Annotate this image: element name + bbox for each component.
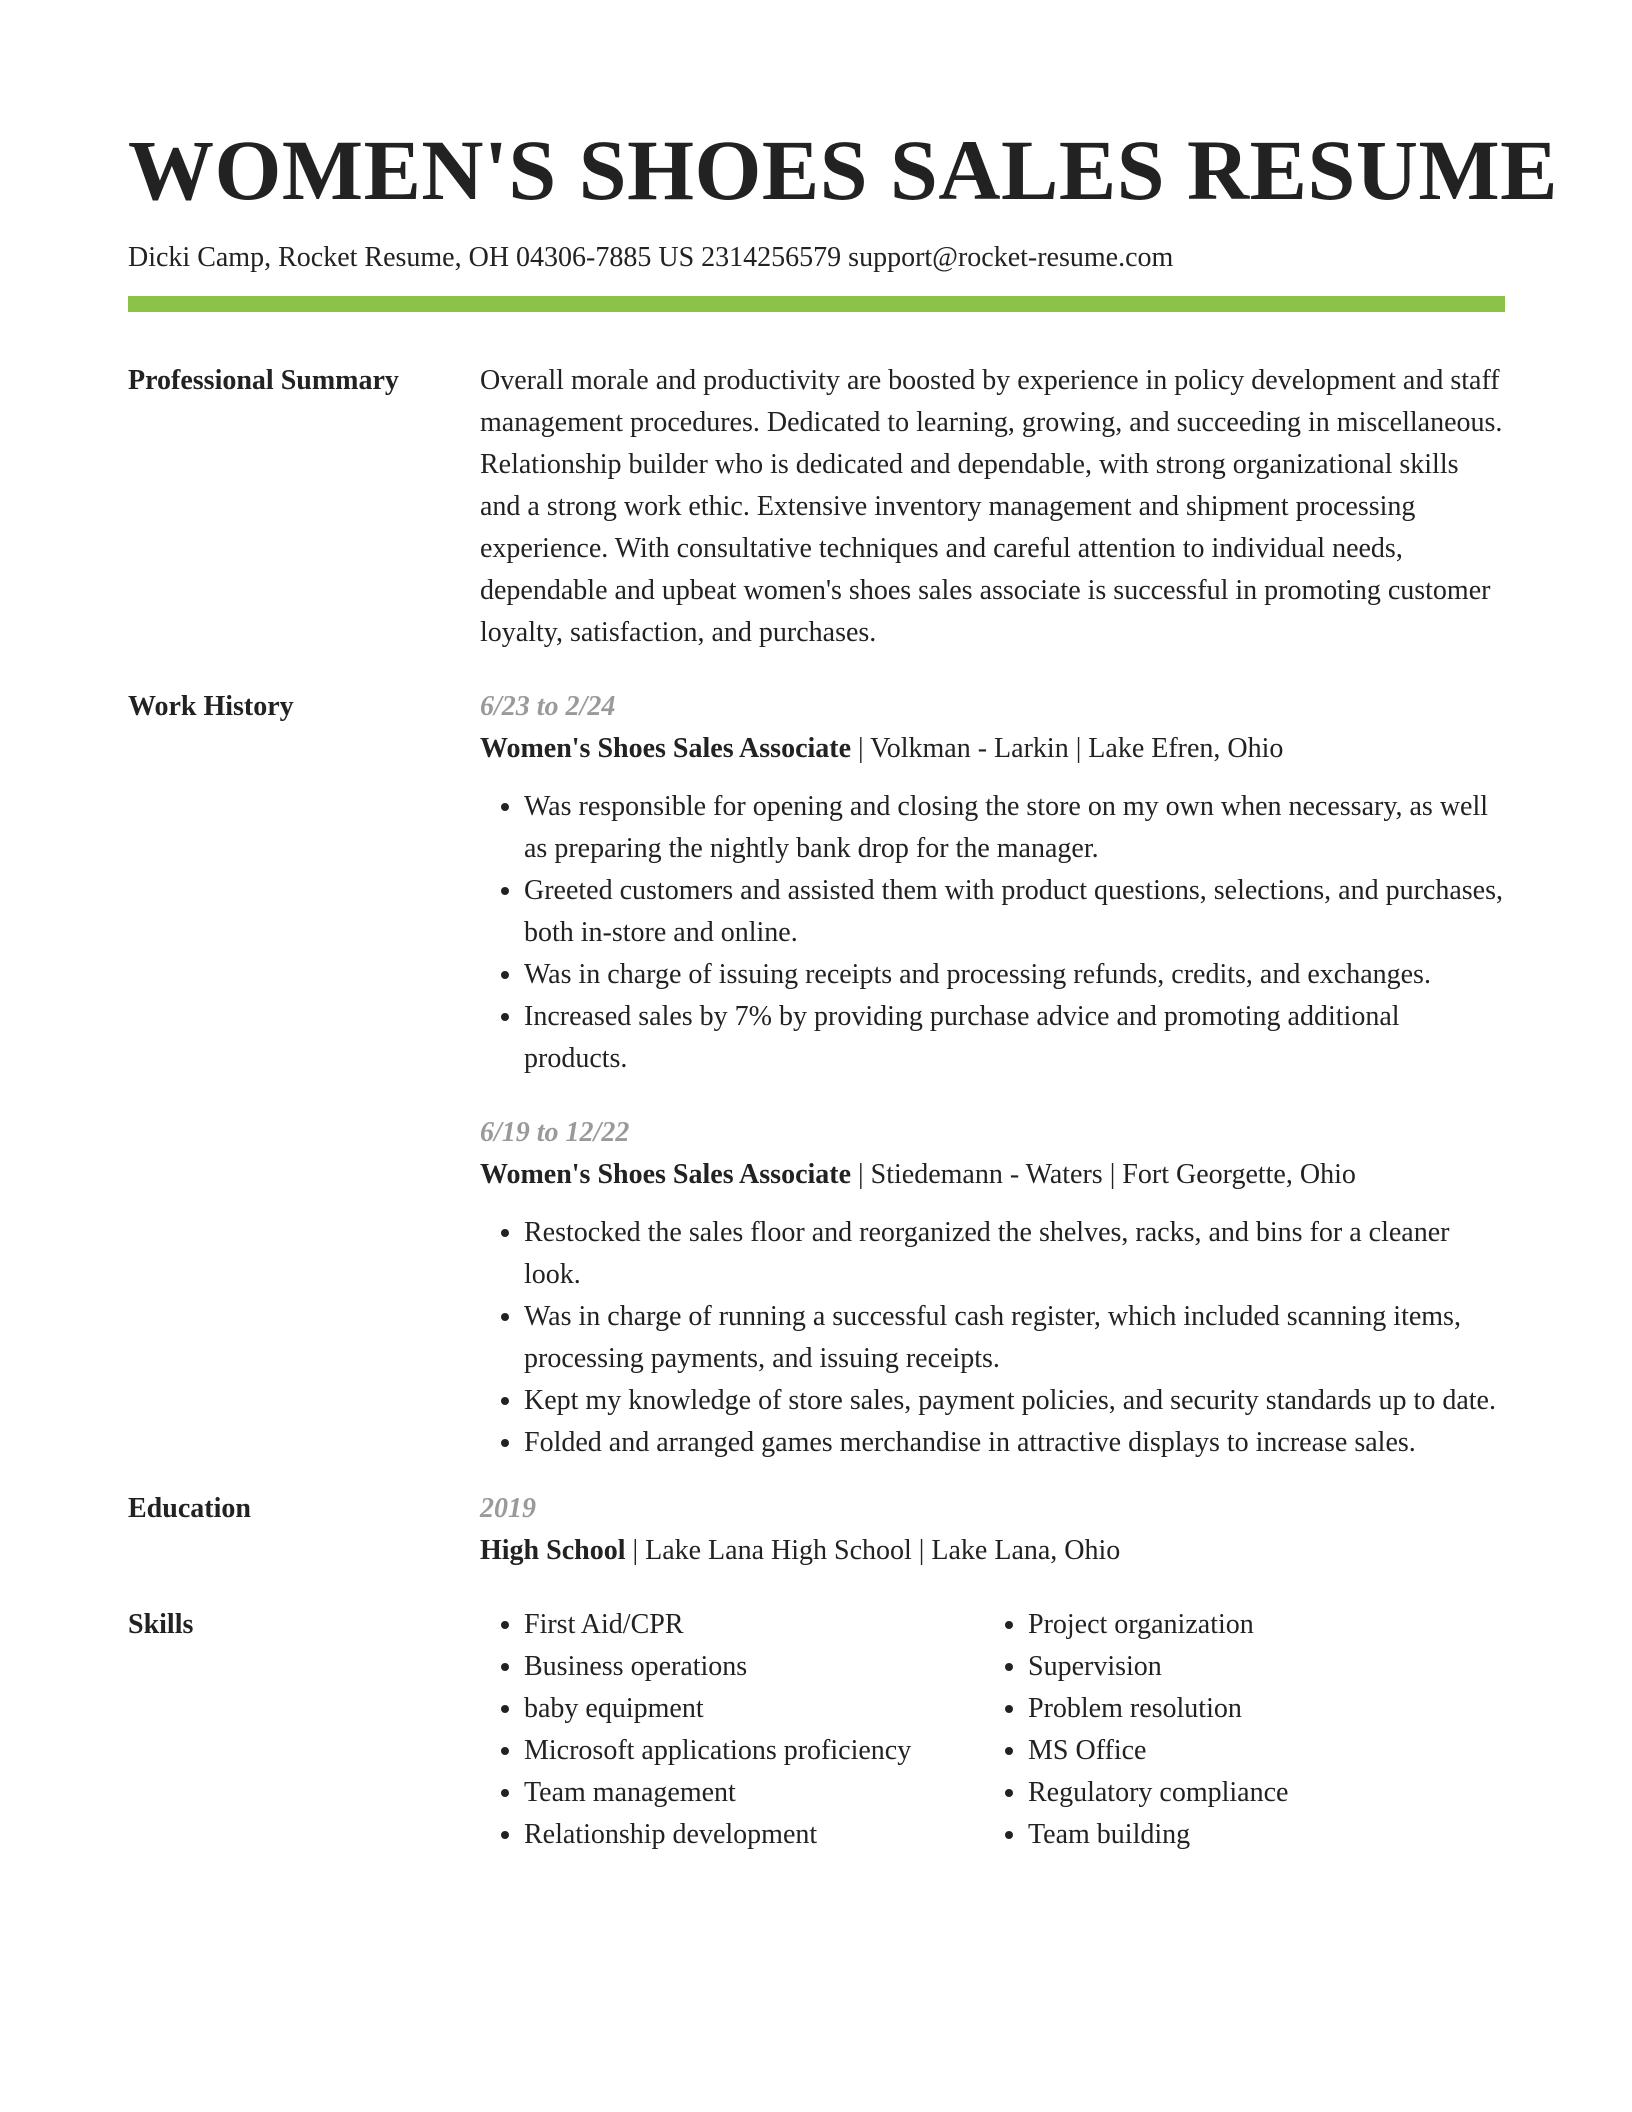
education-section: [128, 1488, 1505, 1572]
contact-line: Dicki Camp, Rocket Resume, OH 04306-7885 US 2314256579 support@rocket-resume.com: [128, 242, 1174, 273]
education-line: [480, 1530, 1505, 1572]
job-bullet: • Kept my knowledge of store sales, payment policies, and security standards up to date.: [524, 1380, 1505, 1422]
job-bullet: • Was in charge of running a successful cash register, which included scanning items, processing payments, and issuing receipts.: [524, 1296, 1505, 1380]
skill-item: • Team building: [1028, 1814, 1488, 1856]
summary-heading: Professional Summary: [128, 365, 399, 396]
skills-heading: Skills: [128, 1609, 194, 1640]
job-bullet: • Increased sales by 7% by providing purchase advice and promoting additional products.: [524, 996, 1505, 1080]
resume-title: WOMEN'S SHOES SALES RESUME: [128, 122, 1558, 218]
skill-item: • Regulatory compliance: [1028, 1772, 1488, 1814]
skill-item: • Problem resolution: [1028, 1688, 1488, 1730]
education-year: 2019: [480, 1493, 536, 1524]
resume-page: [128, 118, 1558, 1856]
skill-item: • Microsoft applications proficiency: [524, 1730, 984, 1772]
education-details: | Lake Lana High School | Lake Lana, Ohio: [625, 1535, 1121, 1566]
job-dates: 6/19 to 12/22: [480, 1117, 630, 1148]
education-degree: High School: [480, 1535, 626, 1566]
job-details: | Stiedemann - Waters | Fort Georgette, Ohio: [851, 1159, 1356, 1190]
skill-item: • Project organization: [1028, 1604, 1488, 1646]
education-body: [480, 1488, 1505, 1572]
job-bullet: • Was responsible for opening and closing the store on my own when necessary, as well as preparing the nightly bank drop for the manager.: [524, 786, 1505, 870]
job-dates: 6/23 to 2/24: [480, 691, 616, 722]
job-bullet: • Greeted customers and assisted them with product questions, selections, and purchases, both in-store and online.: [524, 870, 1505, 954]
work-history-section: [128, 686, 1505, 1464]
accent-divider: [128, 296, 1505, 312]
job-bullet: • Restocked the sales floor and reorganized the shelves, racks, and bins for a cleaner look.: [524, 1212, 1505, 1296]
skill-item: • Business operations: [524, 1646, 984, 1688]
summary-text: Overall morale and productivity are boosted by experience in policy development and staff management procedures. Dedicated to learning, growing, and succeeding in miscellaneous. Relationship builder who is dedicated and dependable, with strong organizational skills and a strong work ethic. Extensive inventory management and shipment processing experience. With consultative techniques and careful attention to individual needs, dependable and upbeat women's shoes sales associate is successful in promoting customer loyalty, satisfaction, and purchases.: [480, 365, 1503, 648]
skills-section: [128, 1604, 1505, 1856]
skill-item: • Team management: [524, 1772, 984, 1814]
job-bullets: [480, 786, 1505, 1080]
job-heading: [480, 1154, 1505, 1196]
summary-section: [128, 360, 1505, 654]
skill-item: • baby equipment: [524, 1688, 984, 1730]
skill-item: • First Aid/CPR: [524, 1604, 984, 1646]
skill-item: • Relationship development: [524, 1814, 984, 1856]
job-title: Women's Shoes Sales Associate: [480, 733, 852, 764]
skills-grid: [480, 1604, 1505, 1856]
job-entry: [480, 686, 1505, 1080]
job-bullet: • Folded and arranged games merchandise in attractive displays to increase sales.: [524, 1422, 1505, 1464]
skill-item: • MS Office: [1028, 1730, 1488, 1772]
job-details: | Volkman - Larkin | Lake Efren, Ohio: [851, 733, 1284, 764]
job-entry: [480, 1112, 1505, 1464]
job-title: Women's Shoes Sales Associate: [480, 1159, 852, 1190]
skills-list-left: [480, 1604, 984, 1856]
job-bullet: • Was in charge of issuing receipts and processing refunds, credits, and exchanges.: [524, 954, 1505, 996]
skills-list-right: [984, 1604, 1488, 1856]
work-history-heading: Work History: [128, 691, 294, 722]
education-heading: Education: [128, 1493, 251, 1524]
job-bullets: [480, 1212, 1505, 1464]
job-heading: [480, 728, 1505, 770]
skill-item: • Supervision: [1028, 1646, 1488, 1688]
work-history-body: [480, 686, 1505, 1464]
